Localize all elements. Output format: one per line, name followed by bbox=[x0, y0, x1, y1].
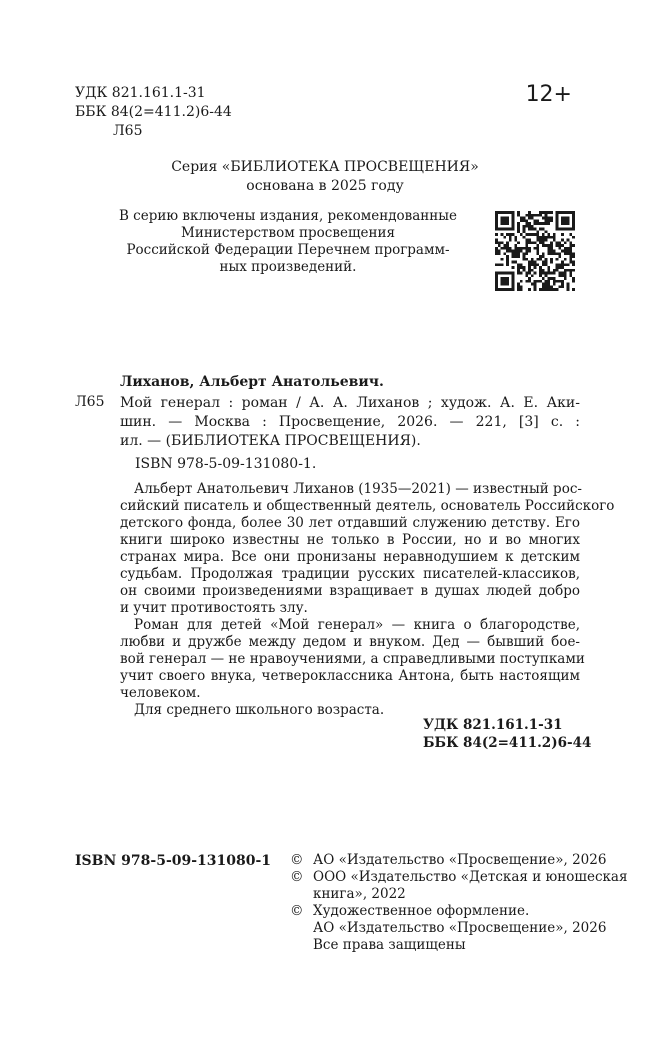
annotation-line: и учит противостоять злу. bbox=[120, 600, 308, 616]
catalog-line: Мой генерал : роман / А. А. Лиханов ; худож. А. Е. Аки- bbox=[120, 395, 580, 411]
recommendation-line: В серию включены издания, рекомендованные bbox=[118, 208, 458, 224]
annotation-line: судьбам. Продолжая традиции русских писателей-классиков, bbox=[120, 566, 580, 582]
annotation bbox=[120, 481, 615, 719]
footer-bbk: ББК 84(2=411.2)6-44 bbox=[423, 735, 592, 751]
copyright-item bbox=[290, 852, 628, 869]
annotation-line: детского фонда, более 30 лет отдавший служению детству. Его bbox=[120, 515, 580, 531]
copyright-line: Все права защищены bbox=[313, 937, 466, 953]
series-founded: основана в 2025 году bbox=[246, 178, 404, 194]
annotation-line: странах мира. Все они пронизаны неравнодушием к детским bbox=[120, 549, 580, 565]
copyright-icon: © bbox=[290, 903, 304, 919]
annotation-line: учит своего внука, четвероклассника Антона, быть настоящим bbox=[120, 668, 580, 684]
series-title: Серия «БИБЛИОТЕКА ПРОСВЕЩЕНИЯ» bbox=[171, 159, 479, 175]
annotation-line: любви и дружбе между дедом и внуком. Дед — бывший боe- bbox=[120, 634, 580, 650]
annotation-line: Для среднего школьного возраста. bbox=[134, 702, 385, 718]
copyright-icon: © bbox=[290, 852, 304, 868]
copyright-line: книга», 2022 bbox=[313, 886, 406, 902]
isbn-footer: ISBN 978-5-09-131080-1 bbox=[75, 853, 272, 869]
copyright-line: ООО «Издательство «Детская и юношеская bbox=[313, 869, 628, 885]
annotation-line: человеком. bbox=[120, 685, 201, 701]
annotation-line: Альберт Анатольевич Лиханов (1935—2021) — известный рос- bbox=[134, 481, 582, 497]
copyright-item bbox=[290, 903, 628, 954]
catalog-line: шин. — Москва : Просвещение, 2026. — 221, [3] с. : bbox=[120, 414, 580, 430]
annotation-line: сийский писатель и общественный деятель, основатель Российского bbox=[120, 498, 615, 514]
catalog-line: ил. — (БИБЛИОТЕКА ПРОСВЕЩЕНИЯ). bbox=[120, 433, 421, 449]
recommendation-line: Министерством просвещения bbox=[181, 225, 395, 241]
copyright-line: АО «Издательство «Просвещение», 2026 bbox=[313, 920, 607, 936]
catalog-author: Лиханов, Альберт Анатольевич. bbox=[120, 374, 384, 390]
age-rating: 12+ bbox=[525, 82, 572, 107]
copyright-icon: © bbox=[290, 869, 304, 885]
recommendation-line: ных произведений. bbox=[219, 259, 357, 275]
catalog-author-mark: Л65 bbox=[75, 394, 105, 410]
annotation-line: он своими произведениями взращивает в душах людей добро bbox=[120, 583, 580, 599]
author-mark: Л65 bbox=[113, 123, 143, 139]
annotation-line: Роман для детей «Мой генерал» — книга о благородстве, bbox=[134, 617, 580, 633]
series-info bbox=[0, 158, 650, 196]
copyright-item bbox=[290, 869, 628, 903]
udk-code: УДК 821.161.1-31 bbox=[75, 85, 206, 101]
annotation-line: вой генерал — не нравоучениями, а справедливыми поступками bbox=[120, 651, 585, 667]
copyright-line: АО «Издательство «Просвещение», 2026 bbox=[313, 852, 607, 868]
bbk-code: ББК 84(2=411.2)6-44 bbox=[75, 104, 232, 120]
copyright-line: Художественное оформление. bbox=[313, 903, 530, 919]
classification-codes bbox=[75, 84, 232, 141]
series-recommendation bbox=[118, 208, 458, 276]
qr-code-icon bbox=[495, 211, 575, 291]
footer-udk: УДК 821.161.1-31 bbox=[423, 717, 563, 733]
catalog-isbn: ISBN 978-5-09-131080-1. bbox=[135, 456, 317, 472]
recommendation-line: Российской Федерации Перечнем программ- bbox=[126, 242, 450, 258]
footer-codes bbox=[423, 716, 591, 752]
catalog-description bbox=[120, 394, 580, 451]
annotation-line: книги широко известны не только в России, но и во многих bbox=[120, 532, 580, 548]
copyright-block bbox=[290, 852, 628, 954]
